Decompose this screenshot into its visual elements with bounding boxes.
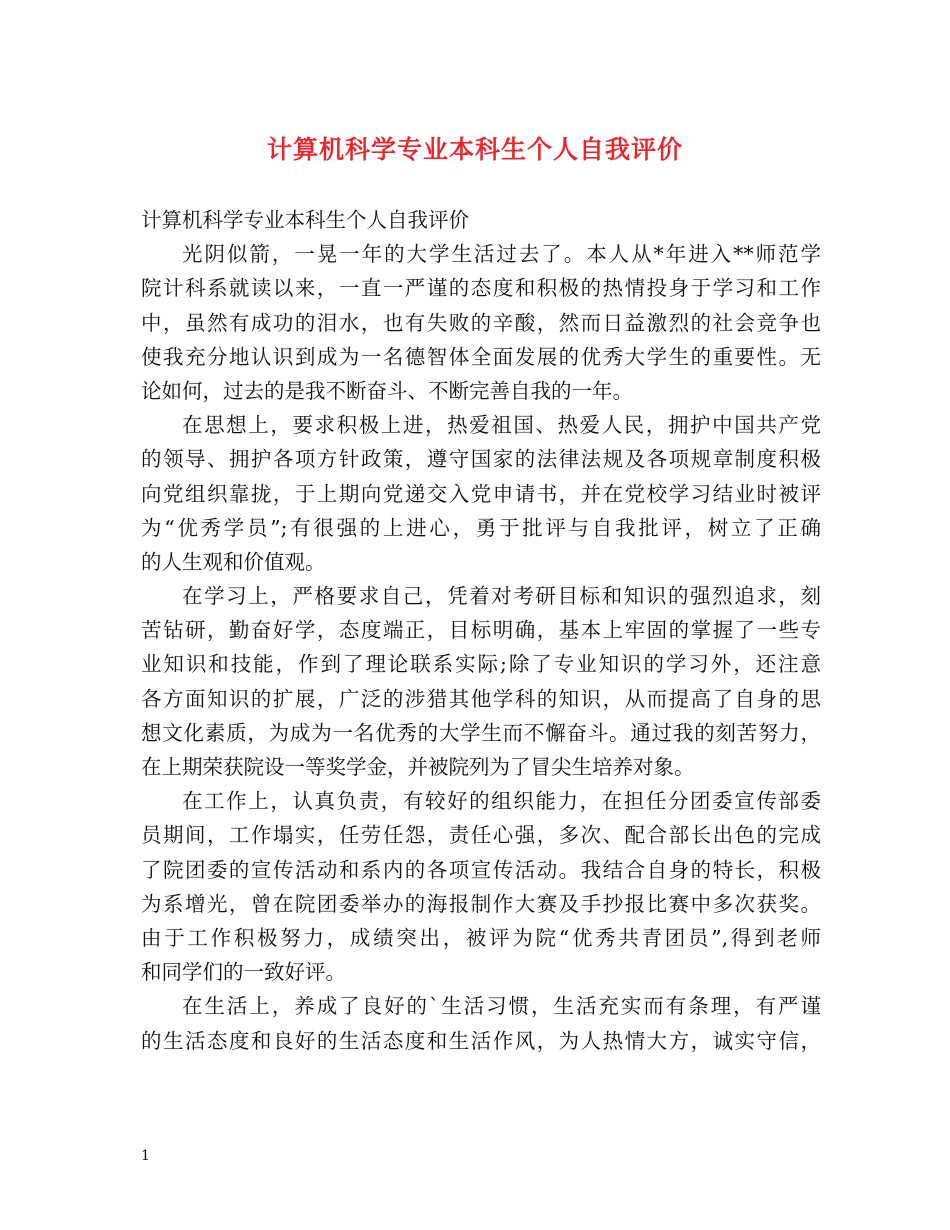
text-line: 在工作上，认真负责，有较好的组织能力，在担任分团委宣传部委 xyxy=(182,789,821,814)
text-line: 由于工作积极努力，成绩突出，被评为院“优秀共青团员”,得到老师 xyxy=(141,925,821,950)
text-line: 光阴似箭，一晃一年的大学生活过去了。本人从*年进入**师范学 xyxy=(182,242,821,267)
paragraph-lines xyxy=(141,237,821,1058)
text-line: 想文化素质，为成为一名优秀的大学生而不懈奋斗。通过我的刻苦努力， xyxy=(141,720,821,745)
text-line: 的生活态度和良好的生活态度和生活作风，为人热情大方，诚实守信， xyxy=(141,1028,821,1053)
text-line: 在思想上，要求积极上进，热爱祖国、热爱人民，拥护中国共产党 xyxy=(182,413,821,438)
text-line: 中，虽然有成功的泪水，也有失败的辛酸，然而日益激烈的社会竞争也 xyxy=(141,310,821,335)
text-line: 在上期荣获院设一等奖学金，并被院列为了冒尖生培养对象。 xyxy=(141,755,695,779)
text-line: 和同学们的一致好评。 xyxy=(141,960,346,985)
page-number: 1 xyxy=(141,1148,150,1164)
text-line: 为系增光，曾在院团委举办的海报制作大赛及手抄报比赛中多次获奖。 xyxy=(141,891,821,916)
text-line: 了院团委的宣传活动和系内的各项宣传活动。我结合自身的特长，积极 xyxy=(141,857,821,882)
document-title: 计算机科学专业本科生个人自我评价 xyxy=(266,135,683,164)
text-line: 的领导、拥护各项方针政策，遵守国家的法律法规及各项规章制度积极 xyxy=(141,447,821,472)
text-line: 在学习上，严格要求自己，凭着对考研目标和知识的强烈追求，刻 xyxy=(182,584,821,609)
text-line: 苦钻研，勤奋好学，态度端正，目标明确，基本上牢固的掌握了一些专 xyxy=(141,618,821,643)
text-line: 业知识和技能，作到了理论联系实际;除了专业知识的学习外，还注意 xyxy=(141,652,821,677)
text-line: 在生活上，养成了良好的`生活习惯，生活充实而有条理，有严谨 xyxy=(182,994,821,1019)
text-line: 院计科系就读以来，一直一严谨的态度和积极的热情投身于学习和工作 xyxy=(141,276,821,301)
document-subtitle: 计算机科学专业本科生个人自我评价 xyxy=(141,208,469,232)
text-line: 为“优秀学员”;有很强的上进心，勇于批评与自我批评，树立了正确 xyxy=(141,515,821,540)
text-line: 向党组织靠拢，于上期向党递交入党申请书，并在党校学习结业时被评 xyxy=(141,481,821,506)
text-line: 各方面知识的扩展，广泛的涉猎其他学科的知识，从而提高了自身的思 xyxy=(141,686,821,711)
document-body xyxy=(141,203,821,1058)
text-line: 员期间，工作塌实，任劳任怨，责任心强，多次、配合部长出色的完成 xyxy=(141,823,821,848)
text-line: 的人生观和价值观。 xyxy=(141,549,326,574)
text-line: 使我充分地认识到成为一名德智体全面发展的优秀大学生的重要性。无 xyxy=(141,344,821,369)
text-line: 论如何，过去的是我不断奋斗、不断完善自我的一年。 xyxy=(141,378,633,403)
